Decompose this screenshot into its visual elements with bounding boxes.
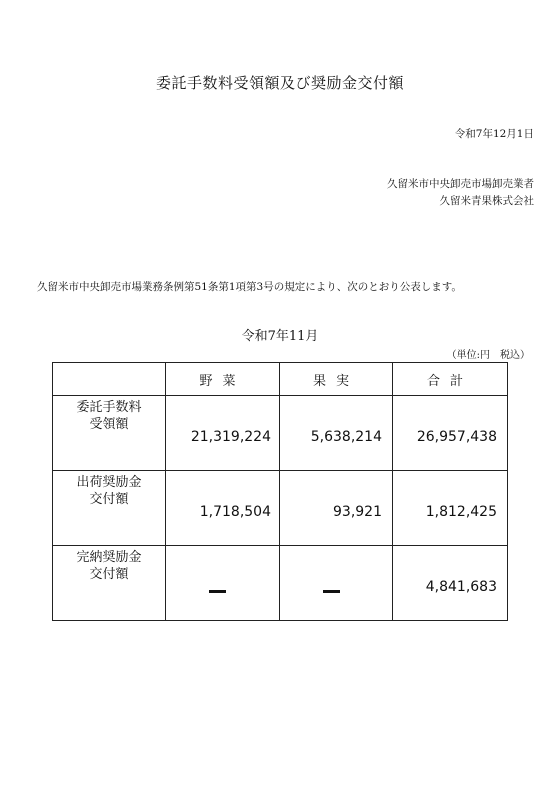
document-title: 委託手数料受領額及び奨励金交付額 — [155, 74, 404, 92]
cell-total: 4,841,683 — [393, 546, 508, 621]
intro-text: 久留米市中央卸売市場業務条例第51条第1項第3号の規定により、次のとおり公表します。 — [37, 281, 462, 293]
cell-fruits: 93,921 — [280, 471, 393, 546]
row-label — [53, 471, 166, 546]
cell-vegetables: 1,718,504 — [166, 471, 280, 546]
issuer-block — [387, 176, 534, 210]
issuer-line-2: 久留米青果株式会社 — [439, 195, 534, 207]
row-label-line-1: 委託手数料 — [76, 400, 142, 415]
cell-fruits: 5,638,214 — [280, 396, 393, 471]
row-label-line-2: 交付額 — [89, 492, 129, 507]
header-empty — [53, 363, 166, 396]
table-row — [53, 471, 508, 546]
fees-table — [52, 362, 508, 621]
cell-total: 26,957,438 — [393, 396, 508, 471]
row-label — [53, 396, 166, 471]
dash-mark — [323, 590, 340, 593]
row-label-line-2: 交付額 — [89, 567, 129, 582]
table-row — [53, 546, 508, 621]
row-label-line-1: 完納奨励金 — [76, 550, 142, 565]
row-label-line-1: 出荷奨励金 — [76, 475, 142, 490]
header-total: 合計 — [393, 363, 508, 396]
cell-vegetables: 21,319,224 — [166, 396, 280, 471]
cell-total: 1,812,425 — [393, 471, 508, 546]
row-label-line-2: 受領額 — [89, 417, 129, 432]
period-heading: 令和7年11月 — [241, 329, 319, 344]
table-row — [53, 396, 508, 471]
unit-note: （単位:円 税込） — [446, 350, 530, 361]
header-vegetables: 野菜 — [166, 363, 280, 396]
issuer-line-1: 久留米市中央卸売市場卸売業者 — [387, 178, 534, 190]
row-label — [53, 546, 166, 621]
cell-vegetables-dash — [166, 546, 280, 621]
dash-mark — [209, 590, 226, 593]
table-header-row — [53, 363, 508, 396]
cell-fruits-dash — [280, 546, 393, 621]
document-date: 令和7年12月1日 — [454, 128, 534, 140]
header-fruits: 果実 — [280, 363, 393, 396]
